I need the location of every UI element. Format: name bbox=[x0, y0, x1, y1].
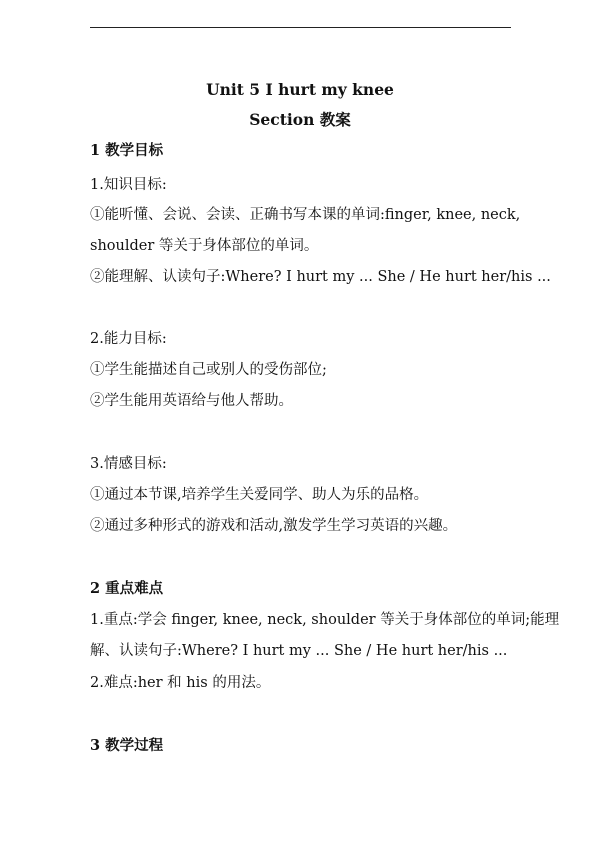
goal-emotion-item-2: ②通过多种形式的游戏和活动,激发学生学习英语的兴趣。 bbox=[90, 518, 458, 534]
keypoint-1: 1.重点:学会 finger, knee, neck, shoulder 等关于身体部位的单词;能理 bbox=[90, 612, 560, 628]
section-heading-keypoints: 2 重点难点 bbox=[90, 580, 164, 597]
section-heading-process: 3 教学过程 bbox=[90, 737, 164, 754]
goal-knowledge-item-1-cont: shoulder 等关于身体部位的单词。 bbox=[90, 238, 319, 254]
goal-knowledge-item-1: ①能听懂、会说、会读、正确书写本课的单词:finger, knee, neck, bbox=[90, 207, 521, 223]
goal-emotion-label: 3.情感目标: bbox=[90, 456, 167, 472]
doc-title: Unit 5 I hurt my knee bbox=[206, 80, 394, 99]
goal-ability-item-2: ②学生能用英语给与他人帮助。 bbox=[90, 393, 293, 409]
keypoint-1-cont: 解、认读句子:Where? I hurt my ... She / He hurt her/his ... bbox=[90, 643, 508, 659]
goal-ability-item-1: ①学生能描述自己或别人的受伤部位; bbox=[90, 362, 327, 378]
keypoint-2: 2.难点:her 和 his 的用法。 bbox=[90, 675, 271, 691]
goal-emotion-item-1: ①通过本节课,培养学生关爱同学、助人为乐的品格。 bbox=[90, 487, 429, 503]
goal-ability-label: 2.能力目标: bbox=[90, 331, 167, 347]
goal-knowledge-item-2: ②能理解、认读句子:Where? I hurt my ... She / He hurt her/his ... bbox=[90, 269, 551, 285]
header-rule bbox=[90, 27, 511, 28]
doc-subtitle: Section 教案 bbox=[249, 110, 351, 129]
goal-knowledge-label: 1.知识目标: bbox=[90, 177, 167, 193]
section-heading-goals: 1 教学目标 bbox=[90, 142, 164, 159]
